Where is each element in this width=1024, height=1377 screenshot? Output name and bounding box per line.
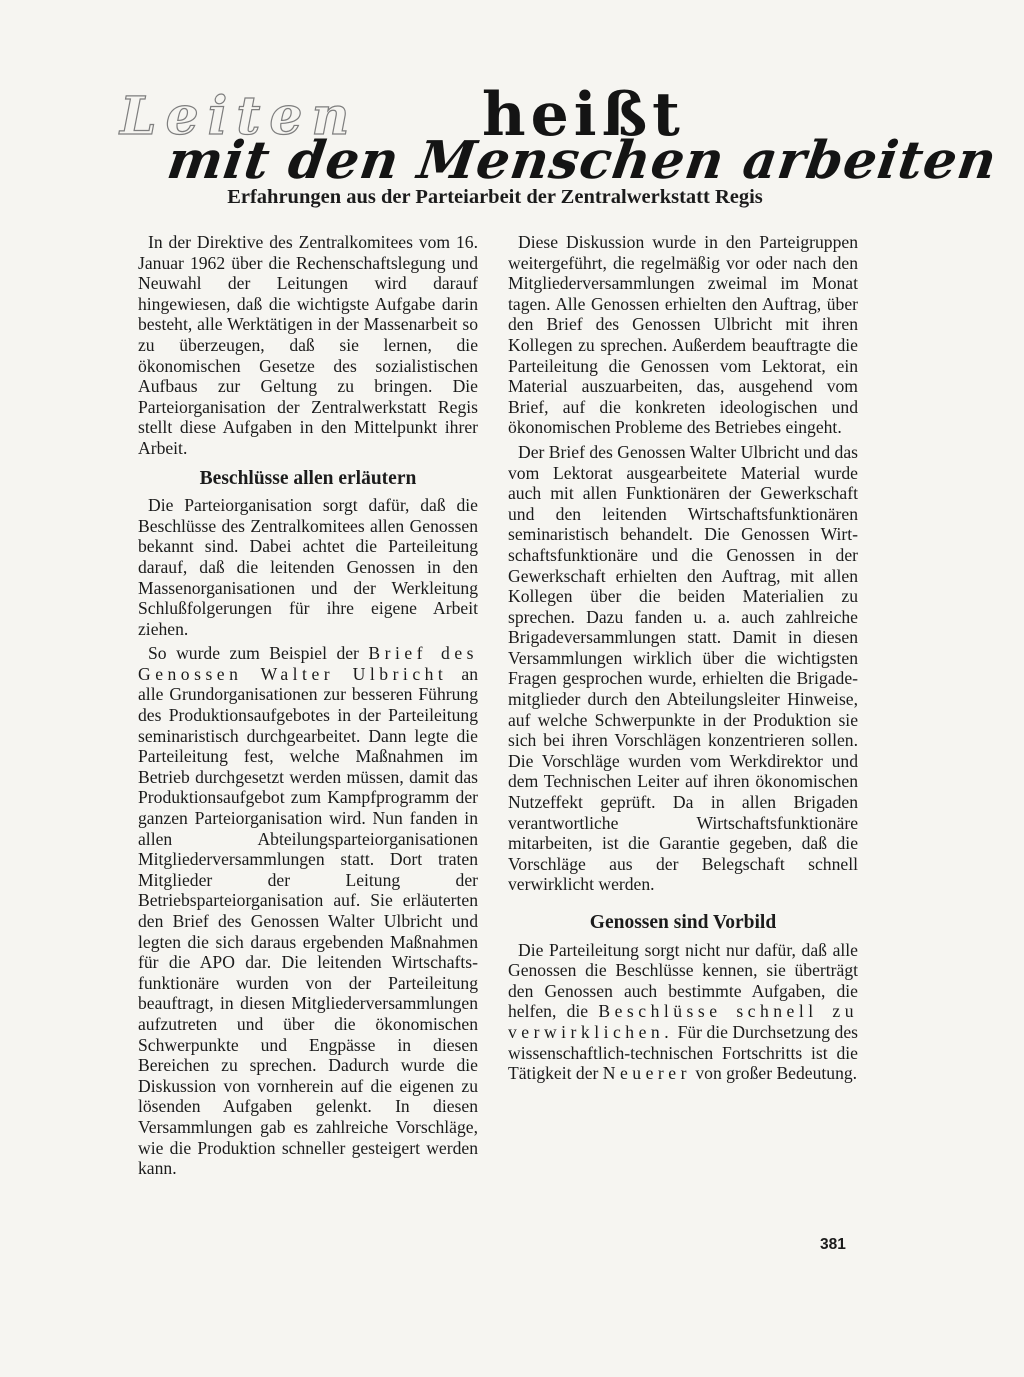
spaced-emphasis: Brief des Genossen Walter Ulbricht [138,643,478,684]
paragraph [138,643,478,1178]
right-column [508,232,858,1088]
text-run: von großer Bedeutung. [695,1063,858,1084]
text-run: So wurde zum Beispiel der [148,643,359,664]
article-subtitle: Erfahrungen aus der Parteiarbeit der Zentralwerkstatt Regis [227,186,763,208]
page-number: 381 [820,1236,846,1253]
text-run: Die Parteileitung sorgt nicht nur dafür, daß alle Genossen die Beschlüsse kennen, sie überträgt den Genossen auch bestimmte Aufgaben, die helfen, die [508,939,858,1022]
section-heading: Genossen sind Vorbild [589,912,777,933]
title-line-2: mit den Menschen arbeiten [163,130,1001,191]
paragraph: In der Direktive des Zentralkomitees vom 16. Januar 1962 über die Rechenschaftslegung und Neuwahl der Leitungen wird darauf hingewiesen, daß die wichtigste Aufgabe darin besteht, alle Werktätigen in der Massenarbeit so zu überzeugen, daß sie lernen, die ökonomischen Gesetze des sozialistischen Aufbaus zur Geltung zu bringen. Die Parteiorganisation der Zentralwerkstatt Regis stellt diese Aufgaben in den Mittelpunkt ihrer Arbeit. [138,232,478,458]
title-word-leiten: Leiten [120,86,359,147]
title-word-heisst: heißt [482,80,685,150]
paragraph [508,940,858,1084]
text-run: Für die Durchsetzung des wissenschaftlich-technischen Fortschritts ist die Tätigkeit der [508,1021,858,1084]
spaced-emphasis: Beschlüsse schnell zu verwirklichen. [508,1001,859,1042]
paragraph: Der Brief des Genossen Walter Ulbricht und das vom Lektorat ausgearbeitete Material wurde auch mit allen Funktionären der Gewerkschaft und den leitenden Wirtschaftsfunktionären seminaristisch behandelt. Die Genossen Wirtschaftsfunktionäre und die Genossen in der Gewerkschaft erhielten den Auftrag, mit allen Kollegen über die beiden Materialien zu sprechen. Dazu fanden u. a. auch zahlreiche Brigadeversammlungen statt. Damit in diesen Versammlungen wirklich über die wichtigsten Fragen gesprochen wurde, erhielten die Brigademitglieder durch den Abteilungsleiter Hinweise, auf welche Schwerpunkte in der Produktion sie sich bei ihren Vorschlägen konzentrieren sollen. Die Vorschläge wurden vom Werkdirektor und dem Technischen Leiter auf ihren ökonomischen Nutzeffekt geprüft. Da in allen Brigaden verantwortliche Wirtschaftsfunktionäre mitarbeiten, ist die Garantie gegeben, daß die Vorschläge aus der Belegschaft schnell verwirklicht werden. [508,441,858,895]
left-column [138,232,478,1183]
paragraph: Diese Diskussion wurde in den Parteigruppen weitergeführt, die regelmäßig vor oder nach den Mitgliederversammlungen zweimal im Monat tagen. Alle Genossen erhielten den Auftrag, über den Brief des Genossen Ulbricht mit ihren Kollegen zu sprechen. Außerdem beauftragte die Parteileitung die Genossen vom Lektorat, ein Material auszuarbeiten, das, ausgehend vom Brief, auf die konkreten ideologischen und ökonomischen Probleme des Betriebes eingeht. [508,232,858,438]
paragraph: Die Parteiorganisation sorgt dafür, daß die Beschlüsse des Zentralkomitees allen Genossen bekannt sind. Dabei achtet die Parteileitung darauf, daß die leitenden Genossen in den Massenorganisationen und der Werkleitung Schlußfolgerungen für ihre eigene Arbeit ziehen. [138,495,478,639]
text-run: an alle Grundorganisationen zur besseren Führung des Produktionsaufgebotes in der Parteileitung seminaristisch durchgearbeitet. Dann legte die Parteileitung fest, welche Maßnahmen im Betrieb durchgesetzt werden müssen, damit das Produktionsaufgebot zum Kampfprogramm der ganzen Parteiorganisation wird. Nun fanden in allen Abteilungsparteiorganisationen Mitgliederversammlungen statt. Dort traten Mitglieder der Leitung der Betriebsparteiorganisation auf. Sie erläuterten den Brief des Genossen Walter Ulbricht und legten die sich daraus ergebenden Maßnahmen für die APO dar. Die leitenden Wirtschaftsfunktionäre wurden von der Parteileitung beauftragt, in diesen Mitgliederversammlungen aufzutreten und über die ökonomischen Schwerpunkte und Engpässe in diesen Bereichen zu sprechen. Dadurch wurde die Diskussion von vornherein auf die eigenen zu lösenden Aufgaben gelenkt. In diesen Versammlungen gab es zahlreiche Vorschläge, wie die Produktion schneller gesteigert werden kann. [138,663,478,1179]
spaced-emphasis: Neuerer [602,1063,691,1084]
section-heading: Beschlüsse allen erläutern [199,467,417,489]
